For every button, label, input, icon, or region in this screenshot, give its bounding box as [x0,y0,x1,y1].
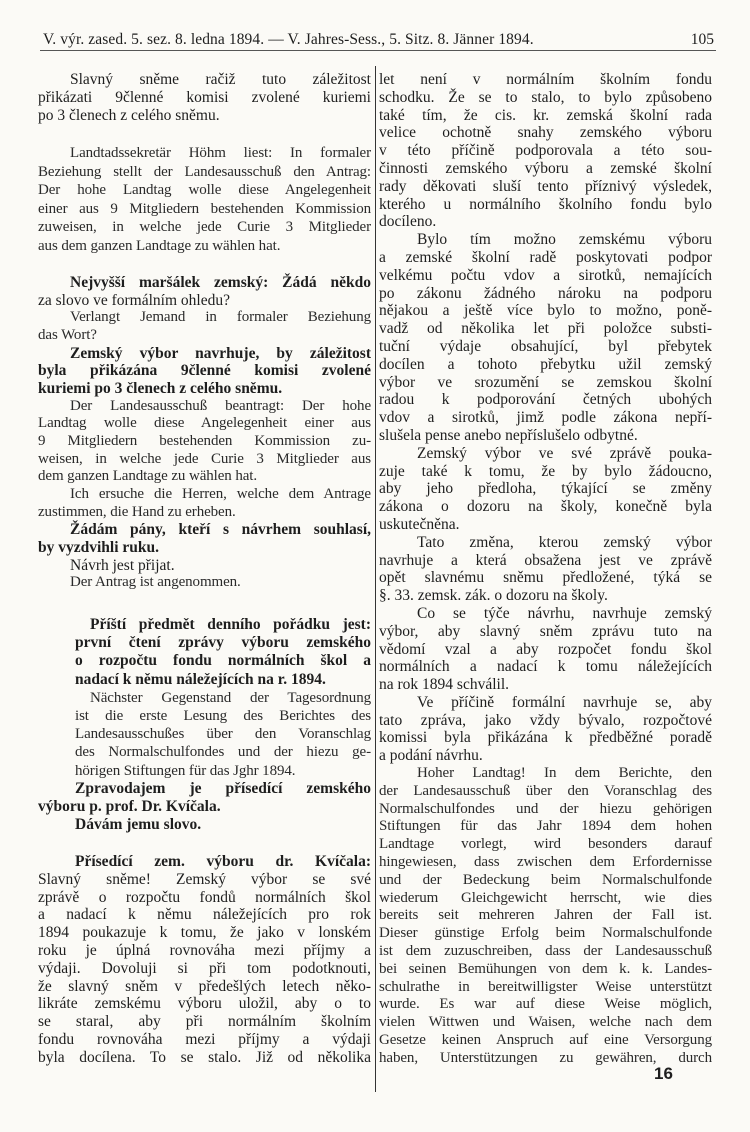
text-line: likráte zemskému výboru uložil, aby o to [38,995,371,1013]
text-line: §. 33. zemsk. zák. o dozoru na školy. [379,587,608,605]
column-divider [375,66,376,1092]
text-line: haben, Unterstützungen zu gewähren, durch [379,1049,712,1066]
text-line: zuweisen, in welche jede Curie 3 Mitglieder [38,219,371,235]
text-line: Normalschulfondes und der hiezu gehörigen [379,800,712,817]
text-line: vdov a sirotků, jimž podle zákona nepří- [379,409,712,427]
text-line: des Normalschulfondes und der hiezu ge- [75,744,371,761]
text-line: docílen a tohoto přebytku užil zemský [379,355,712,373]
paragraph-secretary-reading [38,144,371,255]
text-line: Co se týče návrhu, navrhuje zemský [417,604,712,622]
signature-mark: 16 [654,1064,673,1083]
text-line: a podání návrhu. [379,747,483,765]
text-line: vielen Wittwen und Waisen, welche nach dem [379,1014,712,1031]
text-line: byla přikázána 9členné komisi zvolené [38,362,371,380]
text-line: Příští předmět denního pořádku jest: [90,616,371,633]
text-line: by vyzdvihli ruku. [38,538,160,556]
text-line: komissi byla přikázána k předběžné poradě [379,729,712,747]
text-line: Nejvyšší maršálek zemský: Žádá někdo [70,274,371,291]
text-line: 9 Mitgliedern bestehenden Kommission zu- [38,432,371,449]
text-line: byla docílena. To se stalo. Již od několika [38,1048,371,1066]
text-line: výboru p. prof. Dr. Kvíčala. [38,798,221,816]
text-line: fondu rovnováha mezi příjmy a výdaji [38,1030,371,1048]
text-line: vědomí vzal a aby rozpočet fondu škol [379,640,712,658]
text-line: Tato změna, kterou zemský výbor [417,533,712,551]
text-line: výbor, aby slavný sněm zprávu tuto na [379,622,712,640]
text-line: hingewiesen, dass zwischen dem Erfordernisse [379,854,712,871]
text-line: tato zpráva, jako vždy bývalo, rozpočtové [379,711,712,729]
text-line: ist die erste Lesung des Berichtes des [75,708,371,725]
text-line: Der Antrag ist angenommen. [70,574,241,591]
text-line: einer aus 9 Mitgliedern bestehenden Kommission [38,200,371,217]
text-line: přikázati 9členné komisi zvolené kuriemi [38,89,371,106]
text-line: der Landesausschuß über den Voranschlag des [379,782,712,799]
text-line: Zemský výbor navrhuje, by záležitost [70,344,371,362]
text-line: hörigen Stiftungen für das Jghr 1894. [75,762,296,779]
text-line: Beziehung stellt der Landesausschuß den Antrag: [38,163,371,180]
paragraph-agenda-item [38,616,371,834]
running-header [43,30,714,50]
text-line: aby jeho předloha, týkající se změny [379,480,712,498]
text-line: weisen, in welche jede Curie 3 Mitglieder aus [38,450,371,467]
text-line: Stiftungen für das Jahr 1894 dem hohen [379,818,712,835]
header-title: V. výr. zased. 5. sez. 8. ledna 1894. — V. Jahres-Sess., 5. Sitz. 8. Jänner 1894. [43,31,534,48]
text-line: bei seinen Bemühungen von dem k. k. Landes- [379,960,712,977]
text-line: Landtadssekretär Höhm liest: In formaler [70,145,371,161]
text-line: schodku. Že se to stalo, to bylo způsobeno [379,88,712,106]
text-line: a zemské školní radě poskytovati podpor [379,248,712,266]
text-line: se staral, aby při normálním školním [38,1013,371,1031]
text-line: navrhuje a která obsažena jest ve zprávě [379,551,712,569]
text-line: zuje také k tomu, že by bylo žádoucno, [379,462,712,480]
text-line: und der Bedeckung beim Normalschulfonde [379,871,712,888]
text-line: také tím, že cis. kr. zemská školní rada [379,106,712,124]
text-line: 1894 poukazuje k tomu, že jako v lonském [38,924,371,942]
text-line: Přísedící zem. výboru dr. Kvíčala: [75,853,371,870]
text-line: slušela pense anebo nepříslušelo odbytné. [379,426,638,444]
text-line: ist dem zuzuschreiben, dass der Landesausschuß [379,943,712,960]
text-line: vadž od několika let při položce substi- [379,320,712,338]
paragraph-rapporteur-speech [38,853,371,1067]
text-line: Landtage vorlegt, wird besonders darauf [379,836,712,853]
text-line: Landesausschußes über den Voranschlag [75,726,371,743]
text-line: das Wort? [38,326,97,343]
text-line: Slavný sněme račiž tuto záležitost [70,71,371,88]
text-line: že slavný sněm v předešlých letech něko- [38,977,371,995]
text-line: po zákonu žádného nároku na podporu [379,284,712,302]
text-line: velice ochotně snahy zemského výboru [379,124,712,142]
text-line: za slovo ve formálním ohledu? [38,291,230,309]
text-line: velkému počtu vdov a sirotků, nemajících [379,266,712,284]
page-number: 105 [690,31,714,48]
text-line: nějakou a ještě více bylo to možno, poně- [379,302,712,320]
paragraph-proposal [38,71,371,125]
text-line: výbor ve srozumění se zemskou školní [379,373,712,391]
right-column [379,71,712,1068]
paragraph-marshal-vote [38,274,371,592]
text-line: kuriemi po 3 členech z celého sněmu. [38,379,283,397]
text-line: kterého u normálního školního fondu bylo [379,195,712,213]
header-rule [40,50,716,51]
text-line: dem ganzen Landtage zu wählen hat. [38,468,258,485]
text-line: Zemský výbor ve své zprávě pouka- [417,444,712,462]
text-line: let není v normálním školním fondu [379,71,712,88]
text-line: docíleno. [379,213,437,231]
text-line: výdaji. Dovoluji si při tom podotknouti, [38,959,371,977]
text-line: rady děkovati sluší tento příznivý výsledek, [379,177,712,195]
text-line: Dieser günstige Erfolg beim Normalschulfonde [379,925,712,942]
text-line: Slavný sněme! Zemský výbor se své [38,870,371,888]
text-line: wiederum Gleichgewicht herrscht, wie dies [379,889,712,906]
text-line: Žádám pány, kteří s návrhem souhlasí, [70,521,371,539]
text-line: zustimmen, die Hand zu erheben. [38,503,236,520]
text-line: Zpravodajem je přísedící zemského [75,779,371,797]
text-line: na rok 1894 schválil. [379,676,510,694]
text-line: Ve příčině formální navrhuje se, aby [417,693,712,711]
text-line: normálních a nadací k tomu náležejících [379,658,712,676]
text-line: Bylo tím možno zemskému výboru [417,231,712,249]
text-line: Dávám jemu slovo. [75,816,202,834]
text-line: Ich ersuche die Herren, welche dem Antrage [70,485,371,502]
text-line: zprávě o rozpočtu fondů normálních škol [38,888,371,906]
text-line: první čtení zprávy výboru zemského [75,634,371,652]
text-line: Verlangt Jemand in formaler Beziehung [70,309,371,326]
text-line: bereits seit mehreren Jahren der Fall ist. [379,907,712,924]
text-line: roku je úplná rovnováha mezi příjmy a [38,941,371,959]
text-line: aus dem ganzen Landtage zu wählen hat. [38,237,281,254]
text-line: v této příčině podporovala a této sou- [379,142,712,160]
text-line: Der hohe Landtag wolle diese Angelegenheit [38,182,371,198]
text-line: o rozpočtu fondu normálních škol a [75,652,371,670]
text-line: schulrathe in bereitwilligster Weise unterstützt [379,978,712,995]
text-line: uskutečněna. [379,515,460,533]
text-line: činnosti zemského výboru a zemské školní [379,159,712,177]
text-line: Landtag wolle diese Angelegenheit einer aus [38,415,371,432]
text-line: Hoher Landtag! In dem Berichte, den [417,765,712,782]
text-line: zákona o dozoru na školy, konečně byla [379,498,712,516]
text-line: wurde. Es war auf diese Weise möglich, [379,996,712,1013]
text-line: po 3 členech z celého sněmu. [38,107,220,124]
text-line: Gesetze keinen Anspruch auf eine Versorgung [379,1032,712,1049]
text-line: nadací k němu náležejících na r. 1894. [75,670,326,688]
text-line: Der Landesausschuß beantragt: Der hohe [70,397,371,414]
text-line: a nadací k němu náležejících pro rok [38,906,371,924]
text-line: Nächster Gegenstand der Tagesordnung [90,689,371,706]
text-line: tuční výdaje obsahující, byl přebytek [379,337,712,355]
text-line: radou k podporování četných ubohých [379,391,712,409]
text-line: opět slavnému sněmu předložené, týká se [379,569,712,587]
text-line: Návrh jest přijat. [70,556,175,574]
